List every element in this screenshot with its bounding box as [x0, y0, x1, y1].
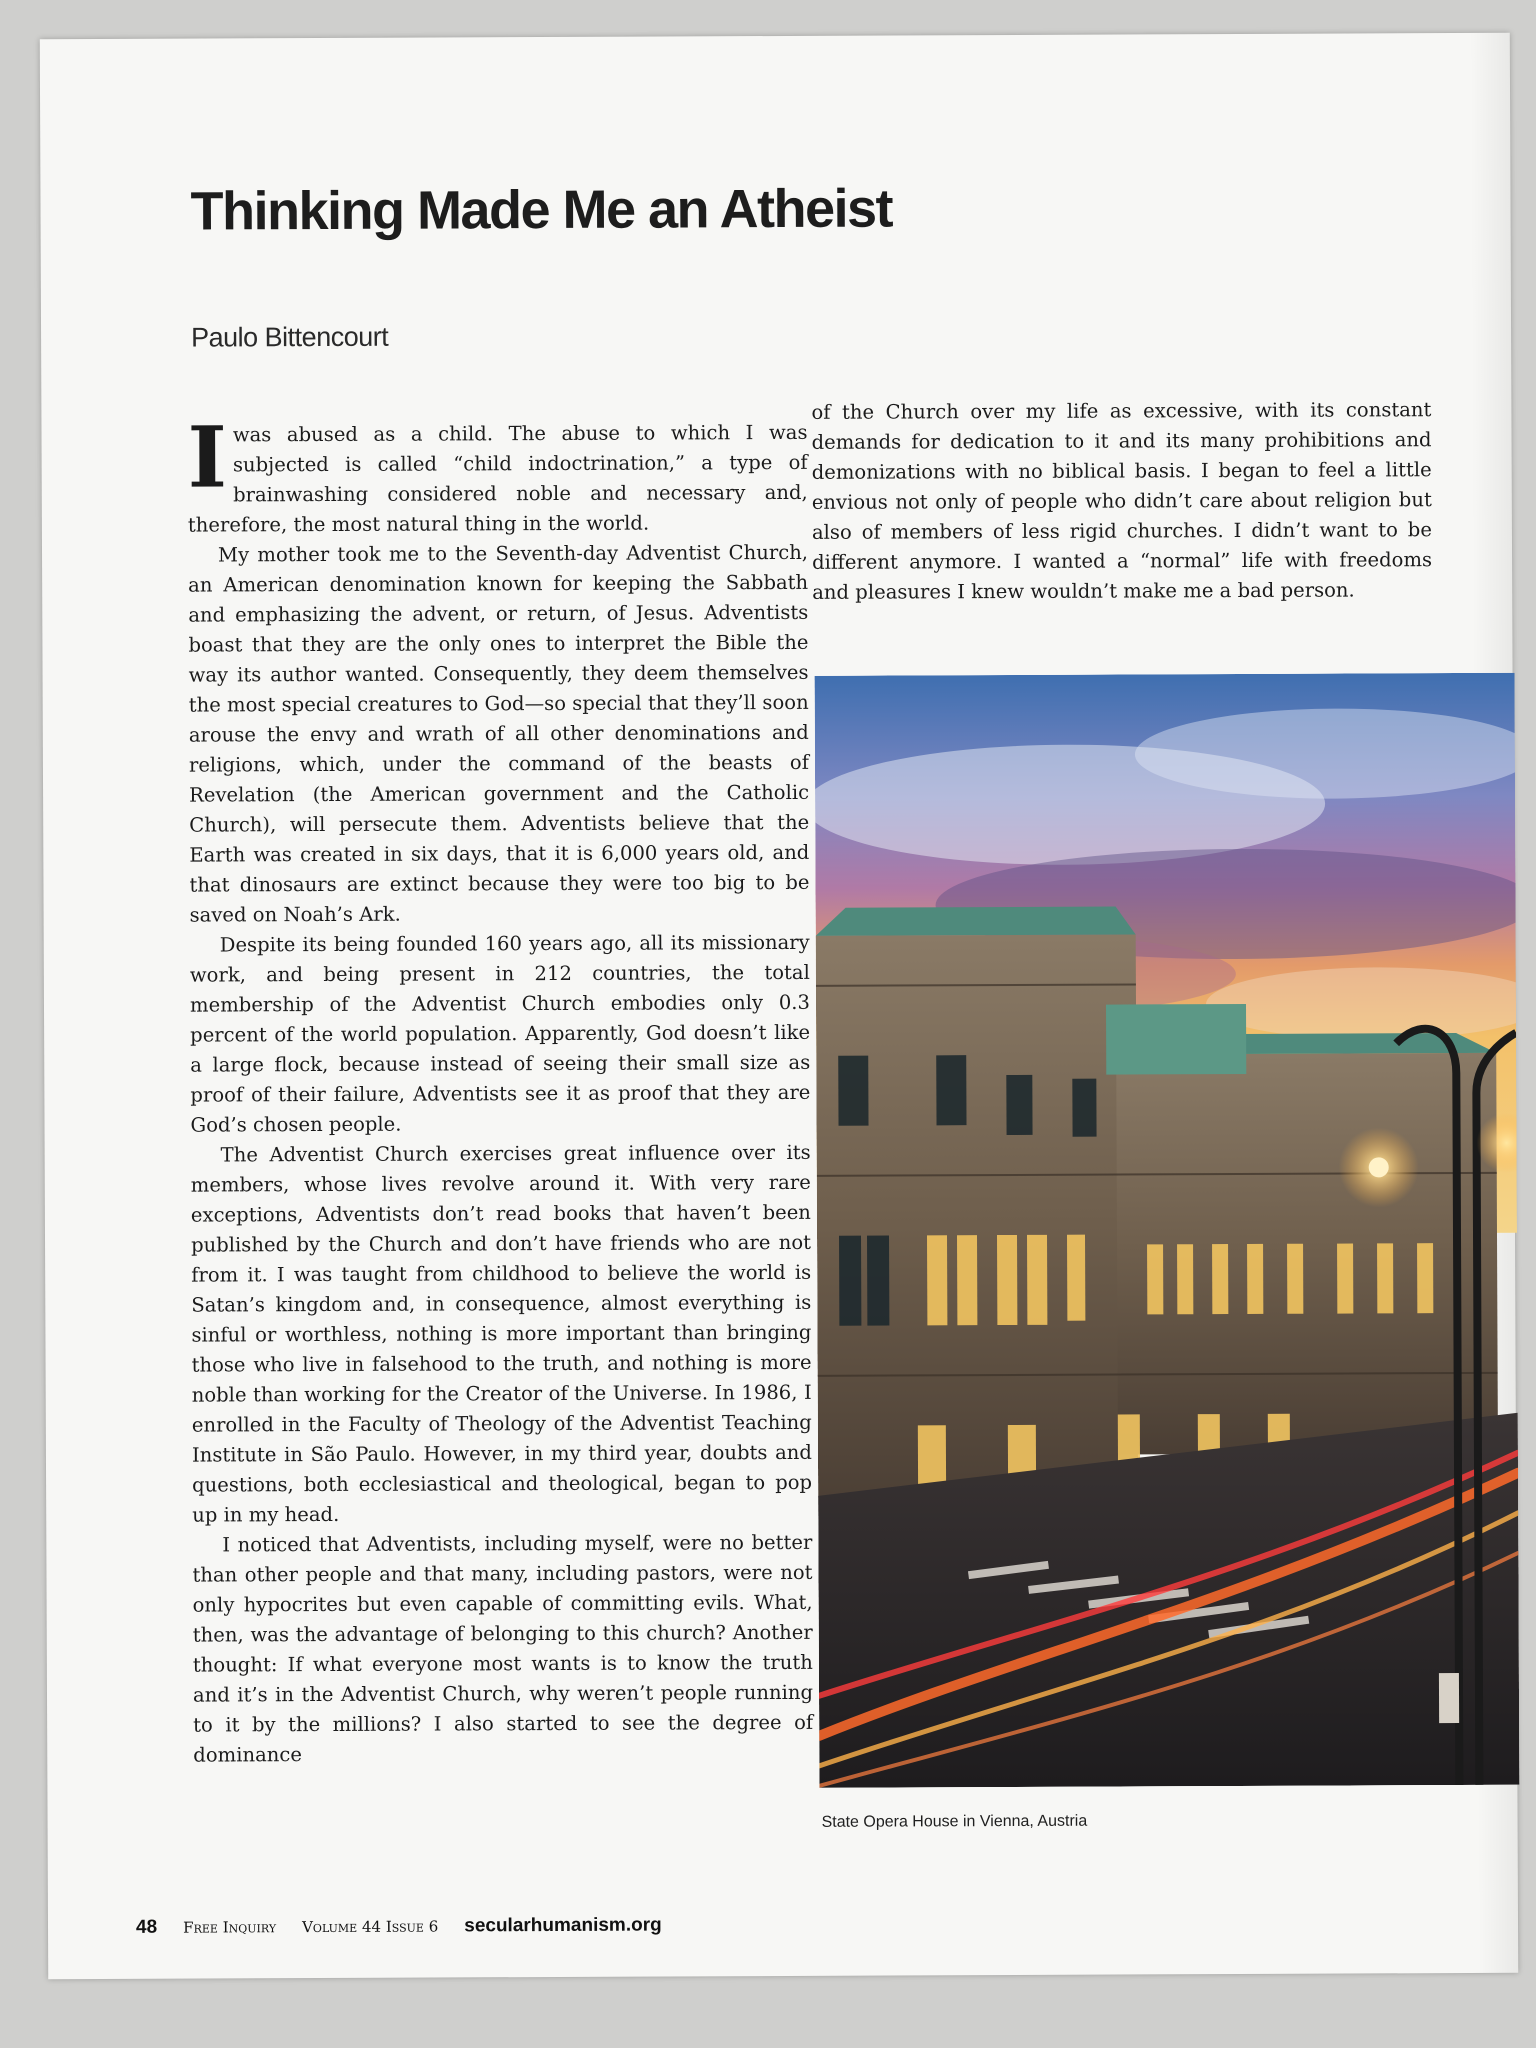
left-column — [187, 407, 814, 1771]
magazine-page — [40, 33, 1518, 1979]
right-column — [811, 395, 1432, 608]
paragraph-4: The Adventist Church exercises great influence over its members, whose lives revolve around it. With very rare exceptions, Adventists don’t read books that haven’t been published by the Church and don’t have friends who are not from it. I was taught from childhood to believe the world is Satan’s kingdom and, in consequence, almost everything is sinful or worthless, nothing is more important than bringing those who live in falsehood to the truth, and nothing is more noble than working for the Creator of the Universe. In 1986, I enrolled in the Faculty of Theology of the Adventist Teaching Institute in São Paulo. However, in my third year, doubts and questions, both ecclesiastical and theological, began to pop up in my head. — [190, 1140, 813, 1527]
page-number: 48 — [135, 1916, 158, 1938]
volume-issue: Volume 44 Issue 6 — [302, 1917, 439, 1937]
website-url: secularhumanism.org — [464, 1914, 662, 1937]
article-title: Thinking Made Me an Atheist — [190, 178, 893, 242]
magazine-name: Free Inquiry — [183, 1918, 277, 1937]
paragraph-1 — [187, 407, 808, 541]
opera-house-photo — [815, 673, 1520, 1788]
drop-cap: I — [187, 407, 228, 507]
paragraph-1-text: was abused as a child. The abuse to which I was subjected is called “child indoctrination,” a type of brainwashing considered noble and necessary and, therefore, the most natural thing in the world. — [187, 420, 808, 537]
paragraph-2: My mother took me to the Seventh-day Adventist Church, an American denomination known for keeping the Sabbath and emphasizing the advent, or return, of Jesus. Adventists boast that they are the only ones to interpret the Bible the way its author wanted. Consequently, they deem themselves the most special creatures to God—so special that they’ll soon arouse the envy and wrath of all other denominations and religions, which, under the command of the beasts of Revelation (the American government and the Catholic Church), will persecute them. Adventists believe that the Earth was created in six days, that it is 6,000 years old, and that dinosaurs are extinct because they were too big to be saved on Noah’s Ark. — [188, 540, 810, 927]
paragraph-3: Despite its being founded 160 years ago, all its missionary work, and being present in 212 countries, the total membership of the Adventist Church embodies only 0.3 percent of the world population. Apparently, God doesn’t like a large flock, because instead of seeing their small size as proof of their failure, Adventists see it as proof that they are God’s chosen people. — [189, 930, 811, 1137]
photo-caption: State Opera House in Vienna, Austria — [821, 1812, 1088, 1831]
paragraph-5: I noticed that Adventists, including myself, were no better than other people and that many, including pastors, were not only hypocrites but even capable of committing evils. What, then, was the advantage of belonging to this church? Another thought: If what everyone most wants is to know the truth and it’s in the Adventist Church, why weren’t people running to it by the millions? I also started to see the degree of dominance — [192, 1530, 814, 1767]
page-footer — [136, 1915, 662, 1939]
article-author: Paulo Bittencourt — [191, 321, 389, 353]
paragraph-5-continued: of the Church over my life as excessive, with its constant demands for dedication to it and its many prohibitions and demonizations with no biblical basis. I began to feel a little envious not only of people who didn’t care about religion but also of members of less rigid churches. I didn’t want to be different anymore. I wanted a “normal” life with freedoms and pleasures I knew wouldn’t make me a bad person. — [811, 398, 1433, 604]
